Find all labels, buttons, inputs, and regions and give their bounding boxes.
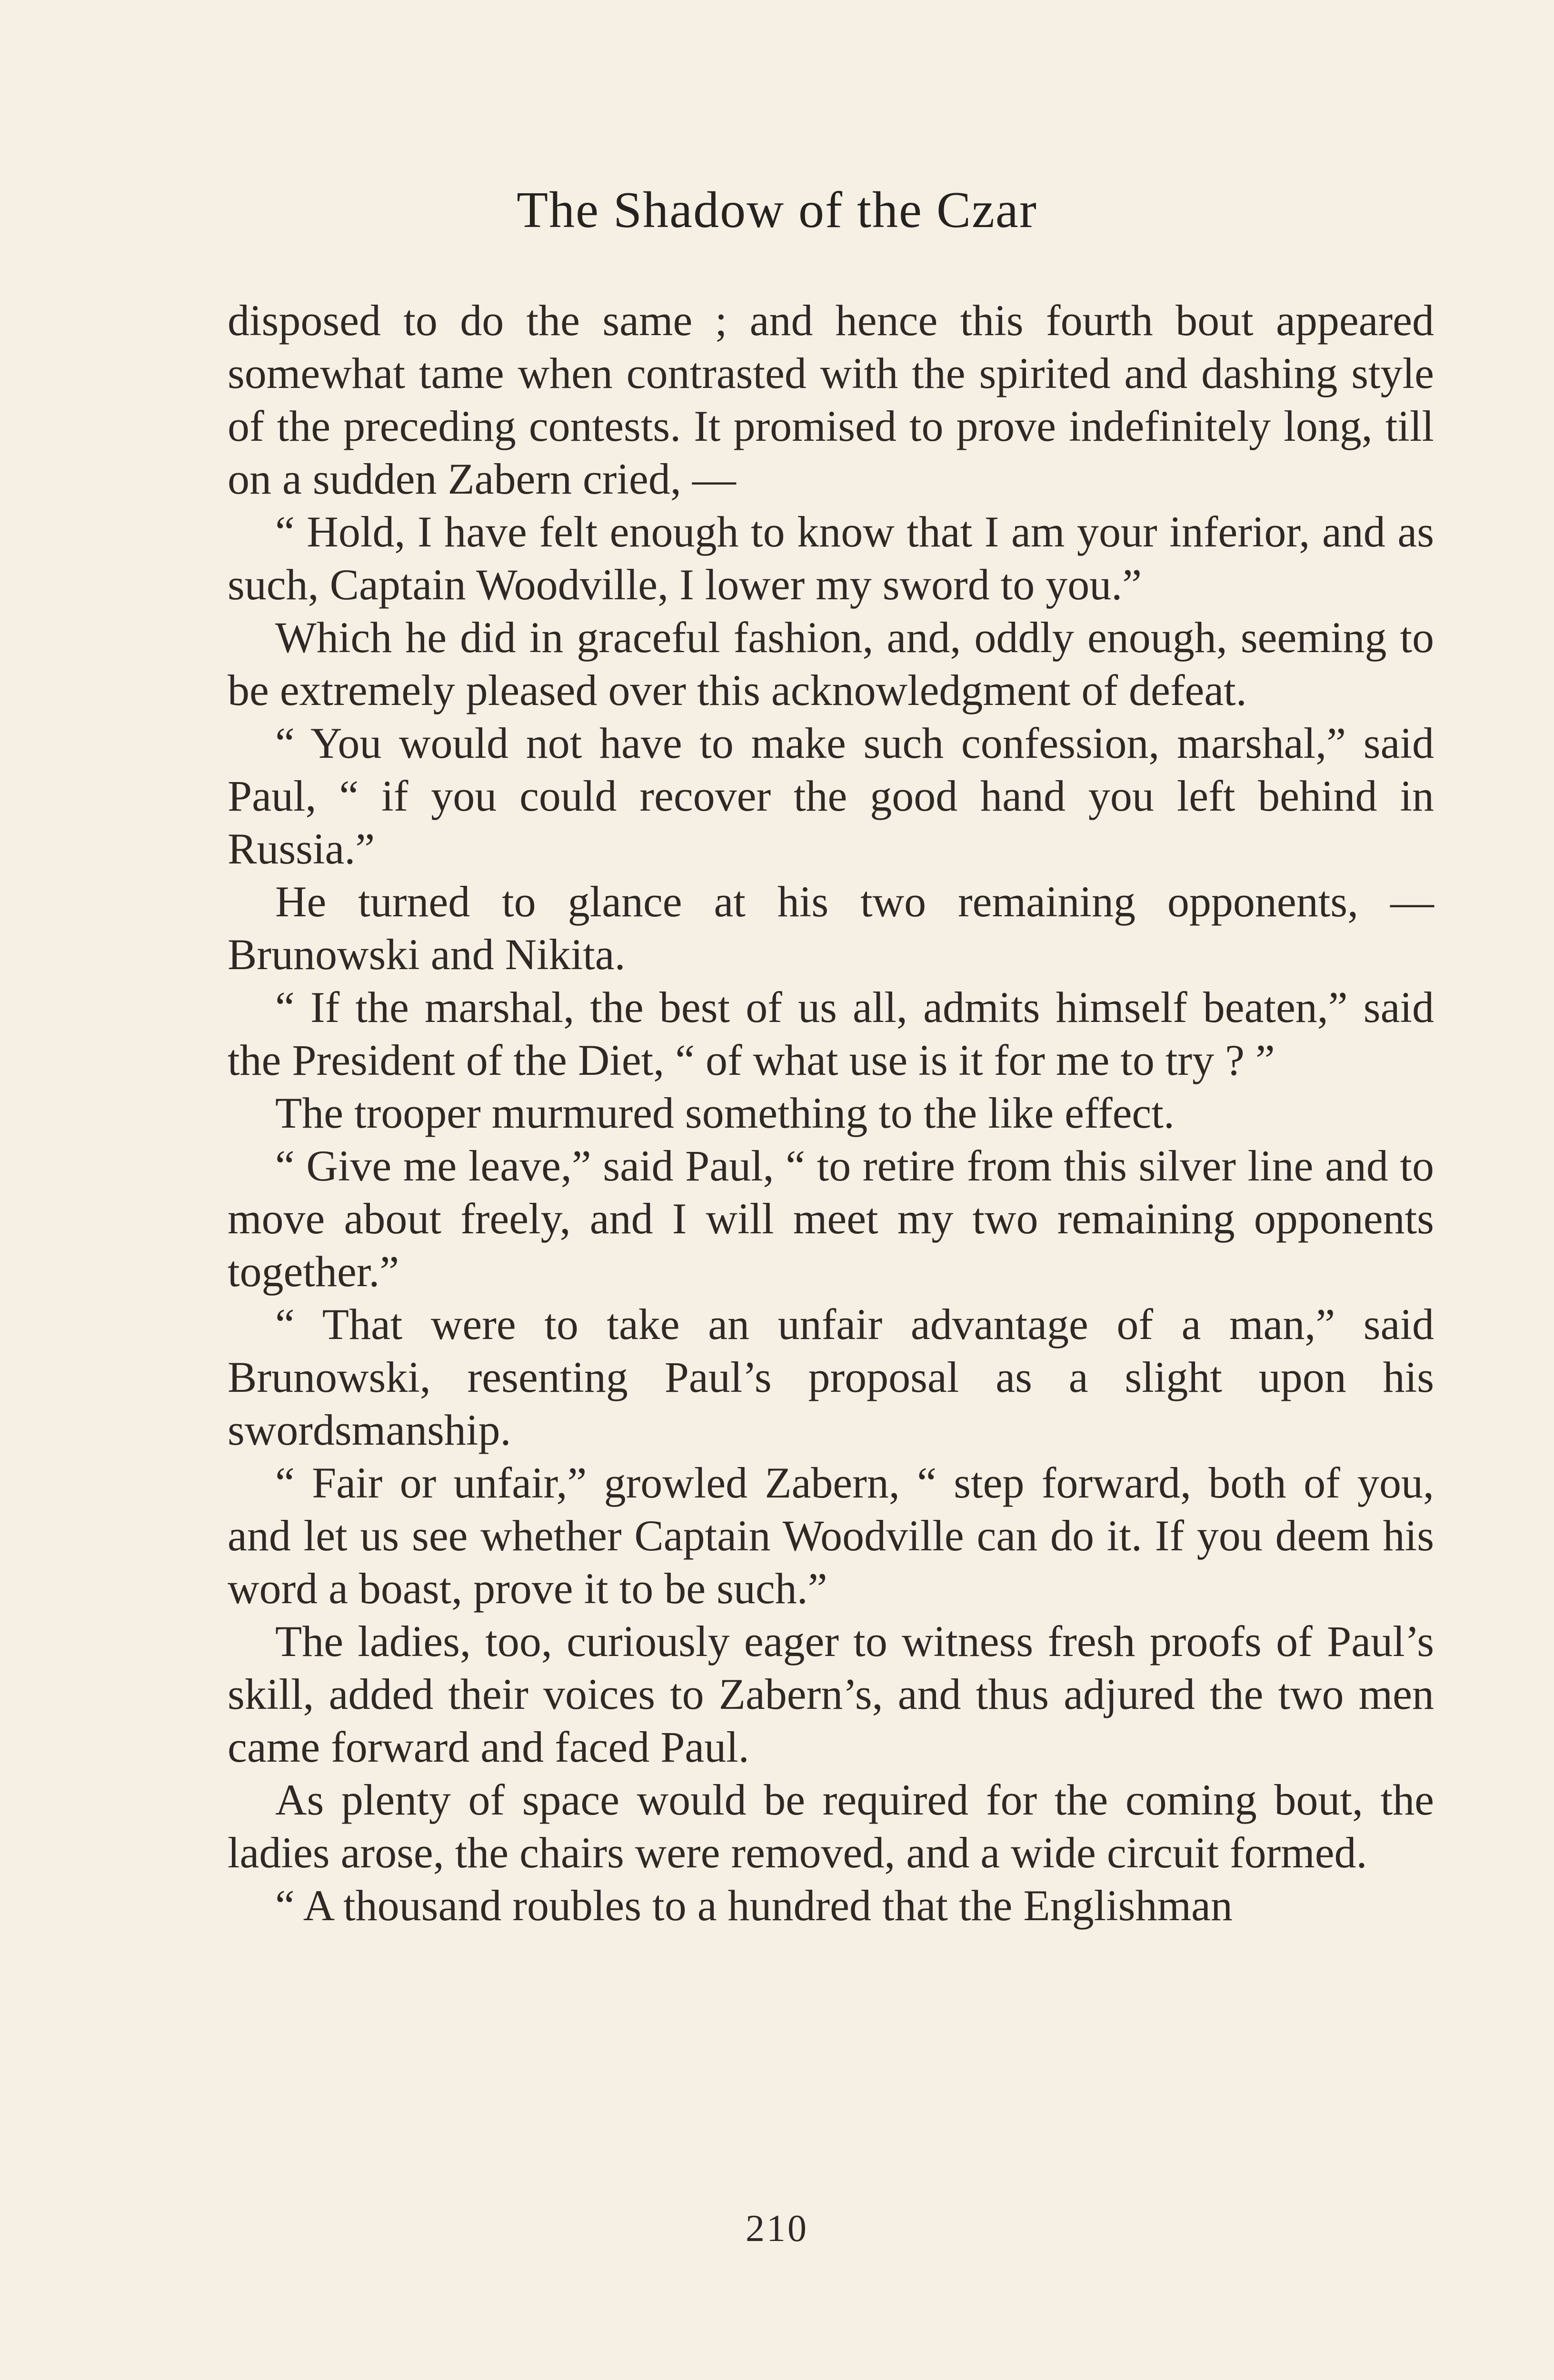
paragraph: disposed to do the same ; and hence this fourth bout appeared somewhat tame when contrasted with the spirited and dashing style of the preceding contests. It promised to prove indefinitely long, till on a sudden Zabern cried, — bbox=[228, 296, 1434, 503]
running-title: The Shadow of the Czar bbox=[517, 182, 1037, 238]
paragraph: The ladies, too, curiously eager to witness fresh proofs of Paul’s skill, added their voices to Zabern’s, and thus adjured the two men came forward and faced Paul. bbox=[228, 1617, 1434, 1771]
paragraph: He turned to glance at his two remaining opponents, — Brunowski and Nikita. bbox=[228, 877, 1434, 979]
paragraph: “ A thousand roubles to a hundred that the Englishman bbox=[275, 1881, 1233, 1930]
paragraph: As plenty of space would be required for the coming bout, the ladies arose, the chairs were removed, and a wide circuit formed. bbox=[228, 1775, 1434, 1877]
paragraph: “ Hold, I have felt enough to know that I am your inferior, and as such, Captain Woodville, I lower my sword to you.” bbox=[228, 507, 1434, 609]
paragraph: “ That were to take an unfair advantage of a man,” said Brunowski, resenting Paul’s proposal as a slight upon his swordsmanship. bbox=[228, 1300, 1434, 1454]
paragraph: “ Fair or unfair,” growled Zabern, “ step forward, both of you, and let us see whether Captain Woodville can do it. If you deem his word a boast, prove it to be such.” bbox=[228, 1458, 1434, 1613]
body-text bbox=[228, 294, 1434, 1932]
paragraph: “ Give me leave,” said Paul, “ to retire from this silver line and to move about freely, and I will meet my two remaining opponents together.” bbox=[228, 1141, 1434, 1296]
paragraph: “ If the marshal, the best of us all, admits himself beaten,” said the President of the Diet, “ of what use is it for me to try ? ” bbox=[228, 983, 1434, 1084]
paragraph: “ You would not have to make such confession, marshal,” said Paul, “ if you could recover the good hand you left behind in Russia.” bbox=[228, 719, 1434, 873]
paragraph: The trooper murmured something to the like effect. bbox=[275, 1089, 1175, 1137]
paragraph: Which he did in graceful fashion, and, oddly enough, seeming to be extremely pleased over this acknowledgment of defeat. bbox=[228, 613, 1434, 714]
page-number: 210 bbox=[746, 2208, 808, 2250]
